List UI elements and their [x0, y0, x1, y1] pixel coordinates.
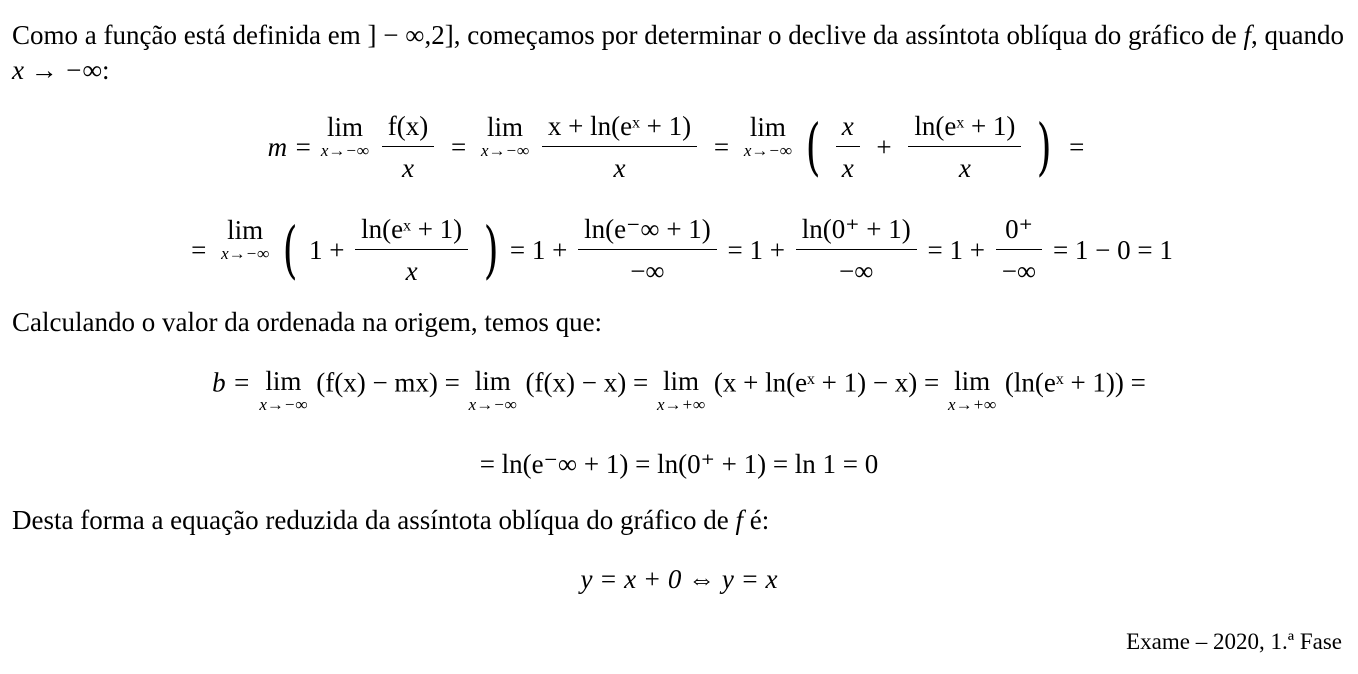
intercept-equation-line-2: = ln(e⁻∞ + 1) = ln(0⁺ + 1) = ln 1 = 0 [479, 449, 879, 479]
asymptote-equation [0, 563, 1358, 595]
equals-one-plus: = 1 + [927, 235, 985, 266]
limit-operator: lim x→−∞ [259, 366, 308, 414]
final-equation: y = x + 0 ⇔ y = x [580, 564, 778, 594]
term-f-minus-x: (f(x) − x) = [525, 367, 649, 398]
fraction-ln-over-x: $\frac{\text{ln(eˣ + 1)}}{x}$ [355, 213, 468, 288]
conclusion-text: Desta forma a equação reduzida da assíntota oblíqua do gráfico de [12, 505, 736, 535]
equals-sign: = [191, 235, 207, 266]
m-lhs: m = [267, 132, 313, 163]
fraction-ln-over-x: $\frac{\text{ln(eˣ + 1)}}{x}$ [908, 110, 1021, 185]
intro-paragraph [12, 18, 1344, 88]
limit-operator: lim x→−∞ [480, 112, 530, 160]
intro-colon: : [101, 55, 110, 85]
term-x-plus-ln: (x + ln(eˣ + 1) − x) = [713, 367, 940, 398]
equals-sign: = [713, 132, 730, 163]
limit-operator: lim x→−∞ [743, 112, 792, 160]
intercept-equation-line-1 [0, 364, 1358, 412]
one-plus: 1 + [308, 235, 345, 266]
equals-one-plus: = 1 + [727, 235, 786, 266]
intro-text-3: , quando [1250, 20, 1344, 50]
limit-operator: lim x→−∞ [468, 366, 517, 414]
intro-text-2: , começamos por determinar o declive da assíntota oblíqua do gráfico de [453, 20, 1244, 50]
slope-equation-line-2 [0, 213, 1358, 288]
right-paren: ) [483, 213, 499, 287]
equals-sign: = [451, 132, 467, 163]
fraction-zero-plus: $\frac{0^+}{-\infty}$ [996, 213, 1042, 288]
result-one: = 1 − 0 = 1 [1052, 235, 1173, 266]
limit-operator: lim x→+∞ [656, 366, 706, 414]
ordinate-paragraph: Calculando o valor da ordenada na origem, temos que: [12, 307, 603, 337]
b-lhs: b = [212, 367, 251, 398]
fraction-ln-zero-plus: $\frac{\ln(0^+ + 1)}{-\infty}$ [796, 213, 917, 288]
fraction-x-over-x: $\frac{x}{x}$ [836, 110, 860, 185]
fraction-fx-over-x: $\frac{f(x)}{x}$ [382, 110, 434, 185]
limit-operator: lim x→+∞ [948, 366, 997, 414]
limit-operator: lim x→−∞ [320, 112, 370, 160]
exam-source: Exame – 2020, 1.ª Fase [1126, 629, 1342, 654]
left-paren: ( [282, 213, 298, 287]
fraction-ln-e-minus-inf: $\frac{\ln(e^-\infty + 1)}{-\infty}$ [578, 213, 717, 288]
limit-expression: x → −∞ [12, 55, 102, 85]
limit-operator: lim x→−∞ [221, 215, 270, 263]
function-symbol: f [735, 505, 743, 535]
term-f-minus-mx: (f(x) − mx) = [316, 367, 460, 398]
function-symbol: f [1243, 20, 1251, 50]
slope-equation-line-1 [0, 110, 1358, 185]
intro-text-1: Como a função está definida em [12, 20, 368, 50]
right-paren: ) [1036, 110, 1052, 184]
equals-sign: = [1069, 132, 1085, 163]
domain-expression: ] − ∞,2] [367, 20, 454, 50]
conclusion-end: é: [742, 505, 770, 535]
plus-sign: + [876, 132, 892, 163]
left-paren: ( [805, 110, 821, 184]
fraction-x-plus-ln: $\frac{\text{x + ln(eˣ + 1)}}{x}$ [542, 110, 697, 185]
equals-one-plus: = 1 + [509, 235, 568, 266]
term-ln: (ln(eˣ + 1)) = [1004, 367, 1146, 398]
conclusion-paragraph [12, 504, 1344, 536]
